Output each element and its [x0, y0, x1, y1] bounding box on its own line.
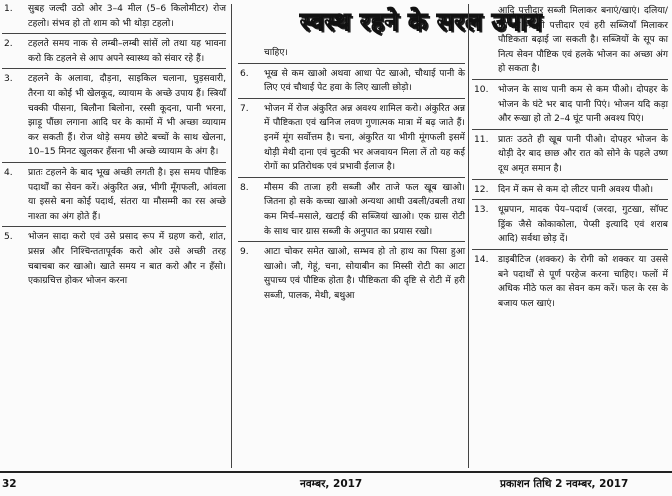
continued-text: आदि पत्तीदार सब्जी मिलाकर बनाएं/खाएं। दलिया/खिचड़ी में भी पत्तीदार एवं हरी सब्जियाँ मिलाकर पौष्टिकता बढ़ाई जा सकती है। सब्जियों के सूप का नित्य सेवन पौष्टिक एवं हलके भोजन का अच्छा अंग हो सकता है।: [498, 6, 668, 75]
list-item: [238, 245, 465, 303]
item-text: टहलते समय नाक से लम्बी–लम्बी सांसें लो तथा यह भावना करो कि टहलने से आप अपने स्वास्थ्य को संवार रहे हैं।: [28, 39, 226, 64]
item-text: डाइबीटिज (शक्कर) के रोगी को शक्कर या उससे बने पदार्थों से पूर्ण परहेज करना चाहिए। फलों में अधिक मीठे फल का सेवन कम करें। फल के रस के बजाय फल खाएं।: [498, 254, 668, 309]
item-divider: [472, 199, 668, 200]
item-number: 13.: [474, 205, 489, 216]
item-text: प्रातः उठते ही खूब पानी पीओ। दोपहर भोजन के थोड़ी देर बाद छाछ और रात को सोने के पहले उष्ण दूध अमृत समान है।: [498, 134, 668, 174]
item-divider: [238, 98, 465, 99]
footer-rule: [0, 471, 672, 473]
page-number: 32: [2, 478, 17, 490]
item-divider: [2, 162, 226, 163]
item-text: धूम्रपान, मादक पेय–पदार्थ (जरदा, गुटखा, सॉफ्ट ड्रिंक जैसे कोकाकोला, पेप्सी इत्यादि एवं शराब आदि) सर्वथा छोड़ दें।: [498, 205, 668, 245]
item-number: 4.: [4, 167, 13, 178]
item-number: 2.: [4, 39, 13, 50]
item-divider: [2, 33, 226, 34]
column-2: [238, 46, 465, 304]
item-text: भूख से कम खाओ अथवा आधा पेट खाओ, चौथाई पानी के लिए एवं चौथाई पेट हवा के लिए खाली छोड़ो।: [264, 68, 465, 94]
list-item: [2, 230, 226, 288]
list-item: [472, 203, 668, 247]
item-text: मौसम की ताजा हरी सब्जी और ताजे फल खूब खाओ। जितना हो सके कच्चा खाओ अन्यथा आधी उबली/उबली तथा कम मिर्च–मसाले, खटाई की सब्जियां खाओ। एक ग्रास रोटी के साथ चार ग्रास सब्जी के अनुपात का प्रयास रखो।: [264, 182, 465, 237]
item-number: 12.: [474, 184, 489, 195]
item-divider: [472, 129, 668, 130]
publication-date: प्रकाशन तिथि 2 नवम्बर, 2017: [500, 478, 629, 490]
list-item: [472, 83, 668, 127]
issue-month: नवम्बर, 2017: [300, 478, 363, 490]
item-number: 9.: [240, 247, 249, 258]
item-text: प्रातः टहलने के बाद भूख अच्छी लगती है। इस समय पौष्टिक पदार्थों का सेवन करें। अंकुरित अन्न, भीगी मूँगफली, आंवला या इससे बना कोई पदार्थ, संतरा या मौसम्मी का रस अच्छे नाश्ता का अंग होते हैं।: [28, 167, 226, 222]
list-item: [238, 102, 465, 175]
item-text: भोजन के साथ पानी कम से कम पीओ। दोपहर के भोजन के घंटे भर बाद पानी पिएं। भोजन यदि कड़ा और रूखा हो तो 2–4 घूंट पानी अवश्य पिएं।: [498, 84, 668, 125]
list-item: [2, 2, 226, 31]
item-number: 5.: [4, 232, 13, 243]
item-number: 11.: [474, 134, 489, 145]
list-item: [238, 181, 465, 239]
item-divider: [472, 79, 668, 80]
column-divider: [468, 4, 469, 468]
list-item: [472, 133, 668, 177]
list-item: [238, 67, 465, 96]
item-divider: [238, 63, 465, 64]
list-item: [472, 253, 668, 311]
list-item: [2, 72, 226, 160]
list-item: [472, 183, 668, 198]
item-number: 1.: [4, 4, 13, 14]
column-3: [472, 4, 668, 311]
item-text: आटा चोकर समेत खाओ, सम्भव हो तो हाथ का पिसा हुआ खाओ। जौ, गेहूं, चना, सोयाबीन का मिस्सी रोटी का आटा सुपाच्य एवं पौष्टिक होता है। पौष्टिकता की दृष्टि से रोटी में हरी सब्जी, पालक, मेथी, बथुआ: [264, 247, 465, 301]
column-divider: [231, 4, 232, 468]
item-text: भोजन में रोज अंकुरित अन्न अवश्य शामिल करो। अंकुरित अन्न में पौष्टिकता एवं खनिज लवण गुणात्मक मात्रा में बढ़ जाते हैं। इनमें मूंग सर्वोत्तम है। चना, अंकुरित या भीगी मूंगफली इसमें थोड़ी मेथी दाना एवं चुटकी भर अजवायन मिला लें तो यह कई रोगों का प्रतिरोधक एवं प्रभावी ईलाज है।: [264, 103, 465, 173]
item-text: सुबह जल्दी उठो ओर 3–4 मील (5–6 किलोमीटर) रोज टहलो। संभव हो तो शाम को भी थोड़ा टहलो।: [28, 4, 226, 29]
item-divider: [472, 179, 668, 180]
item-number: 8.: [240, 182, 249, 193]
item-number: 14.: [474, 254, 489, 265]
continued-text: चाहिए।: [264, 48, 288, 58]
item-divider: [238, 177, 465, 178]
list-item: [2, 166, 226, 224]
item-number: 7.: [240, 103, 249, 114]
item-divider: [2, 68, 226, 69]
item-text: दिन में कम से कम दो लीटर पानी अवश्य पीओ।: [498, 184, 654, 195]
item-divider: [2, 226, 226, 227]
list-item: [2, 37, 226, 66]
article-title: स्वस्थ रहने के सरल उपाय: [300, 7, 543, 36]
item-divider: [472, 249, 668, 250]
item-text: टहलने के अलावा, दौड़ना, साइकिल चलाना, घुड़सवारी, तैरना या कोई भी खेलकूद, व्यायाम के अच्छे उपाय हैं। स्त्रियाँ चक्की पीसना, बिलौना बिलोना, रस्सी कूदना, पानी भरना, झाड़ू पौंछा लगाना आदि घर के कामों में भी अच्छा व्यायाम कर सकती हैं। रोज थोड़े समय छोटे बच्चों के साथ खेलना, 10–15 मिनट खुलकर हँसना भी अच्छे व्यायाम के अंग है।: [28, 74, 226, 158]
item-number: 6.: [240, 68, 249, 79]
item-number: 10.: [474, 84, 489, 95]
item-text: भोजन सादा करो एवं उसे प्रसाद रूप में ग्रहण करो, शांत, प्रसन्न और निश्चिन्ततापूर्वक करो ओर उसे अच्छी तरह चबाचबा कर खाओ। खाते समय न बात करो और न हँसो। एकाग्रचित्त होकर भोजन करना: [28, 232, 226, 287]
column-1: [2, 2, 226, 289]
item-divider: [238, 241, 465, 242]
item-number: 3.: [4, 74, 13, 85]
